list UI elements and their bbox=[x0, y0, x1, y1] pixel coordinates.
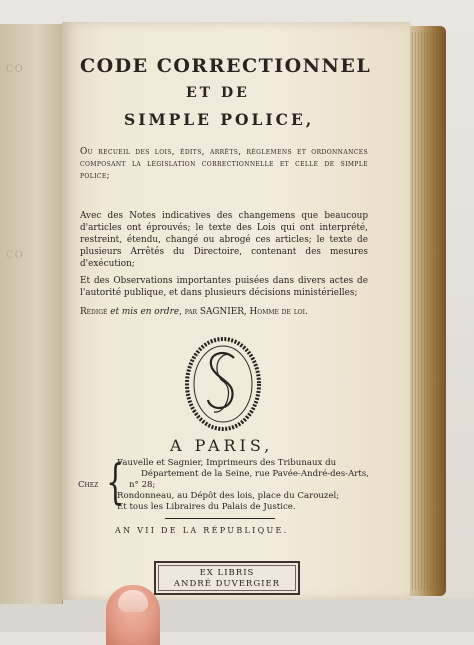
monogram-seal bbox=[184, 336, 262, 432]
description-block-2: Avec des Notes indicatives des changemens que beaucoup d'articles ont éprouvés; le texte des Lois qui ont interprété, restreint, étendu, changé ou abrogé ces articles; le texte de plusieurs Arrêtés du Directoire, contenant des mesures d'exécution; bbox=[80, 211, 368, 269]
publisher-block bbox=[117, 458, 369, 513]
book-edge bbox=[404, 26, 446, 596]
book-subtitle-1: ET DE bbox=[186, 85, 250, 101]
book-title: CODE CORRECTIONNEL bbox=[80, 55, 372, 77]
ex-libris-line-2: ANDRÉ DUVERGIER bbox=[173, 579, 281, 589]
ex-libris-label bbox=[154, 561, 300, 595]
publisher-line: Fauvelle et Sagnier, Imprimeurs des Tribunaux du bbox=[117, 458, 337, 468]
author-line bbox=[80, 306, 368, 318]
ex-libris-line-1: EX LIBRIS bbox=[199, 568, 255, 578]
author-line-b: et mis en ordre bbox=[110, 307, 180, 317]
table-surface bbox=[0, 598, 474, 632]
finger bbox=[106, 585, 160, 645]
place-of-publication: A PARIS, bbox=[170, 436, 274, 455]
publisher-line: Rondonneau, au Dépôt des lois, place du Carouzel; bbox=[117, 491, 340, 501]
fingernail bbox=[118, 590, 148, 612]
chez-label: Chez bbox=[78, 480, 99, 490]
ghost-text: CO bbox=[6, 250, 24, 261]
description-block-1: Ou recueil des lois, édits, arrêts, règlemens et ordonnances composant la législation correctionnelle et celle de simple police; bbox=[80, 147, 368, 181]
divider-rule bbox=[165, 518, 275, 519]
left-page bbox=[0, 24, 63, 604]
author-line-a: Rédigé bbox=[80, 307, 108, 317]
author-line-c: , par SAGNIER, Homme de loi. bbox=[179, 307, 308, 317]
book-subtitle-2: SIMPLE POLICE, bbox=[124, 110, 315, 129]
publisher-line: Et tous les Libraires du Palais de Justice. bbox=[117, 502, 296, 512]
publication-date: AN VII DE LA RÉPUBLIQUE. bbox=[115, 526, 289, 535]
brace: { bbox=[106, 454, 125, 510]
publisher-line: n° 28; bbox=[129, 480, 156, 490]
publisher-line: Département de la Seine, rue Pavée-André-des-Arts, bbox=[141, 469, 369, 479]
ghost-text: CO bbox=[6, 64, 24, 75]
description-block-3: Et des Observations importantes puisées dans divers actes de l'autorité publique, et dans plusieurs décisions ministérielles; bbox=[80, 276, 368, 298]
